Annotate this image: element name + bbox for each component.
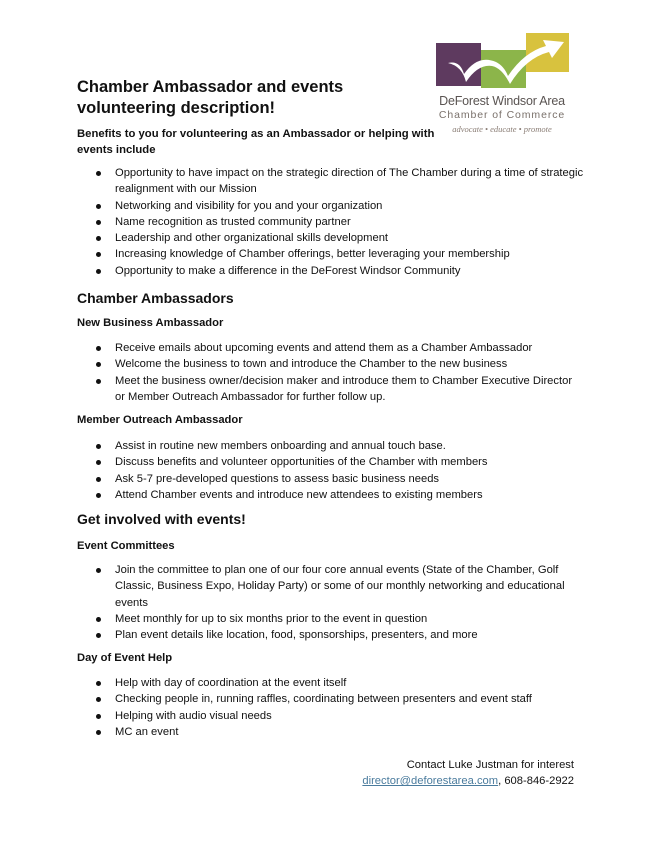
page-title: Chamber Ambassador and events volunteering description! [77,78,344,117]
list-item: Assist in routine new members onboarding and annual touch base. [77,438,582,454]
section-heading-ambassadors: Chamber Ambassadors [77,290,234,306]
bullet-icon [96,171,101,176]
chamber-logo [426,30,578,138]
list-item: Join the committee to plan one of our four core annual events (State of the Chamber, Golf Classic, Business Expo, Holiday Party) or some of our monthly networking and educational events [77,562,575,611]
bullet-icon [96,379,101,384]
subheading-event-committees: Event Committees [77,540,175,552]
phone-number: , 608-846-2922 [498,775,574,788]
contact-line: Contact Luke Justman for interest [406,759,574,771]
bullet-icon [96,204,101,209]
subheading-day-of-event: Day of Event Help [77,652,173,664]
list-item: Helping with audio visual needs [77,708,582,724]
benefits-list [77,165,582,279]
list-item: Leadership and other organizational skills development [77,230,582,246]
bullet-icon [96,252,101,257]
logo-org-name: DeForest Windsor Area [439,94,565,108]
bullet-icon [96,269,101,274]
bullet-icon [96,444,101,449]
list-item: Networking and visibility for you and your organization [77,198,582,214]
list-item: Opportunity to have impact on the strategic direction of The Chamber during a time of strategic realignment with our Mission [77,165,595,198]
subheading-member-outreach: Member Outreach Ambassador [77,414,243,426]
bullet-icon [96,460,101,465]
logo-tagline: advocate • educate • promote [452,124,552,134]
contact-block [362,757,574,790]
bullet-icon [96,477,101,482]
bullet-icon [96,730,101,735]
bullet-icon [96,681,101,686]
bullet-icon [96,697,101,702]
list-item: Meet the business owner/decision maker and introduce them to Chamber Executive Director or Member Outreach Ambassador for further follow up. [77,373,582,406]
list-item: Increasing knowledge of Chamber offerings, better leveraging your membership [77,246,582,262]
bullet-icon [96,236,101,241]
list-item: Name recognition as trusted community partner [77,214,582,230]
bullet-icon [96,220,101,225]
member-outreach-list [77,438,582,503]
bullet-icon [96,346,101,351]
section-heading-events: Get involved with events! [77,511,246,527]
event-committees-list [77,562,582,643]
list-item: MC an event [77,724,582,740]
list-item: Discuss benefits and volunteer opportunities of the Chamber with members [77,454,582,470]
list-item: Checking people in, running raffles, coordinating between presenters and event staff [77,691,575,707]
bullet-icon [96,362,101,367]
list-item: Help with day of coordination at the event itself [77,675,582,691]
logo-checkmark-icon [426,30,578,94]
list-item: Ask 5-7 pre-developed questions to assess basic business needs [77,471,582,487]
list-item: Plan event details like location, food, sponsorships, presenters, and more [77,627,582,643]
bullet-icon [96,568,101,573]
bullet-icon [96,633,101,638]
list-item: Attend Chamber events and introduce new attendees to existing members [77,487,582,503]
day-of-event-list [77,675,582,740]
new-business-list [77,340,582,405]
bullet-icon [96,493,101,498]
list-item: Opportunity to make a difference in the DeForest Windsor Community [77,263,582,279]
logo-org-subtitle: Chamber of Commerce [438,109,566,121]
bullet-icon [96,714,101,719]
email-link[interactable]: director@deforestarea.com [362,775,499,788]
subheading-new-business: New Business Ambassador [77,317,224,329]
contact-details [362,773,574,789]
list-item: Welcome the business to town and introduce the Chamber to the new business [77,356,582,372]
benefits-intro: Benefits to you for volunteering as an Ambassador or helping with events include [77,128,435,156]
bullet-icon [96,617,101,622]
list-item: Meet monthly for up to six months prior to the event in question [77,611,582,627]
list-item: Receive emails about upcoming events and attend them as a Chamber Ambassador [77,340,582,356]
